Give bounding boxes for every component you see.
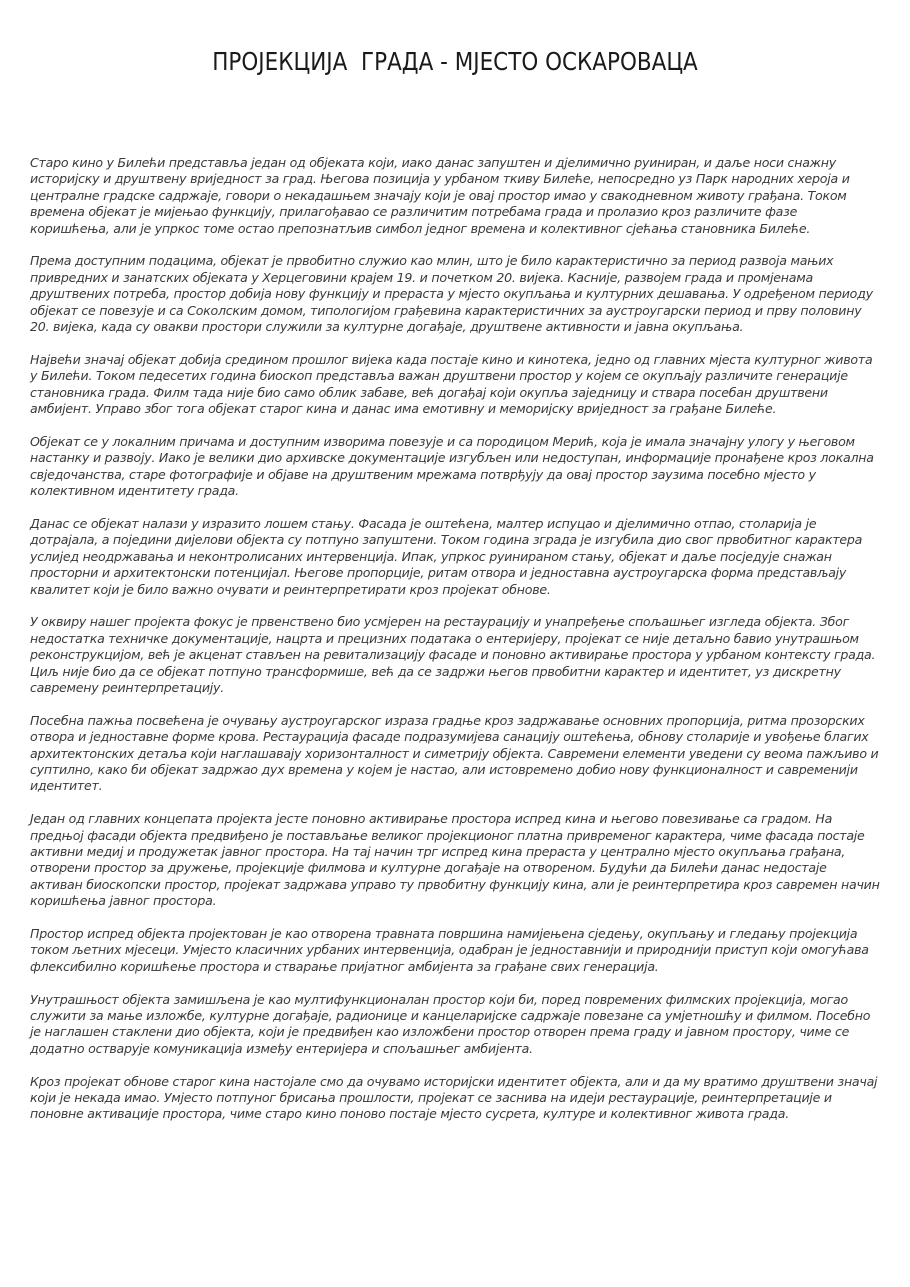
paragraph-11: Кроз пројекат обнове старог кина настојале смо да очувамо историјски идентитет објекта, али и да му вратимо друштвени значај који је некада имао. Умјесто потпуног брисања прошлости, пројекат се заснива на идеји рестаурације, реинтерпретације и поновне активације простора, чиме старо кино поново постаје мјесто сусрета, културе и колективног живота града.: [30, 1073, 878, 1122]
paragraph-5: Данас се објекат налази у изразито лошем стању. Фасада је оштећена, малтер испуцао и дјелимично отпао, столарија је дотрајала, а поједини дијелови објекта су потпуно запуштени. Током година зграда је изгубила дио свог првобитног карактера услијед неодржавања и неконтролисаних интервенција. Ипак, упркос руинираном стању, објекат и даље посједује снажан просторни и архитектонски потенцијал. Његове пропорције, ритам отвора и једноставна аустроугарска форма представљају квалитет који је било важно очувати и реинтерпретирати кроз пројекат обнове.: [30, 515, 863, 597]
paragraph-8: Један од главних концепата пројекта јесте поновно активирање простора испред кина и његово повезивање са градом. На предњој фасади објекта предвиђено је постављање великог пројекционог платна привременог карактера, чиме фасада постаје активни медиј и продужетак јавног простора. На тај начин трг испред кина прераста у централно мјесто окупљања грађана, отворени простор за дружење, пројекције филмова и културне догађаје на отвореном. Будући да Билећи данас недостаје активан биоскопски простор, пројекат задржава управо ту првобитну функцију кина, али је реинтерпретира кроз савремен начин коришћења јавног простора.: [30, 811, 880, 909]
paragraph-6: У оквиру нашег пројекта фокус је првенствено био усмјерен на рестаурацију и унапређење спољашњег изгледа објекта. Због недостатка техничке документације, нацрта и прецизних података о ентеријеру, пројекат се није детаљно бавио унутрашњом реконструкцијом, већ је акценат стављен на ревитализацију фасаде и поновно активирање простора у урбаном контексту града. Циљ није био да се објекат потпуно трансформише, већ да се задржи његов првобитни карактер и идентитет, уз дискретну савремену реинтерпретацију.: [30, 614, 876, 695]
paragraph-2: Према доступним подацима, објекат је првобитно служио као млин, што је било карактеристично за период развоја мањих привредних и занатских објеката у Херцеговини крајем 19. и почетком 20. вијека. Касније, развојем града и промјенама друштвених потреба, простор добија нову функцију и прераста у мјесто окупљања и културних дешавања. У одређеном периоду објекат се повезује и са Соколским домом, типологијом грађевина карактеристичних за аустроугарски период и прву половину 20. вијека, када су овакви простори служили за културне догађаје, друштвене активности и јавна окупљања.: [30, 253, 873, 335]
paragraph-3: Највећи значај објекат добија средином прошлог вијека када постаје кино и кинотека, једно од главних мјеста културног живота у Билећи. Током педесетих година биоскоп представља важан друштвени простор у којем се окупљају различите генерације становника града. Филм тада није био само облик забаве, већ догађај који окупља заједницу и ствара посебан друштвени амбијент. Управо због тога објекат старог кина и данас има емотивну и меморијску вриједност за грађане Билеће.: [30, 351, 873, 417]
paragraph-10: Унутрашњост објекта замишљена је као мултифункционалан простор који би, поред повремених филмских пројекција, могао служити за мање изложбе, културне догађаје, радионице и канцеларијске садржаје повезане са умјетношћу и филмом. Посебно је наглашен стаклени дио објекта, који је предвиђен као изложбени простор отворен према граду и јавном простору, чиме се додатно остварује комуникација између ентеријера и спољашњег амбијента.: [30, 991, 871, 1056]
paragraph-7: Посебна пажња посвећена је очувању аустроугарског израза градње кроз задржавање основних пропорција, ритма прозорских отвора и једноставне форме крова. Рестаурација фасаде подразумијева санацију оштећења, обнову столарије и увођење благих архитектонских детаља који наглашавају хоризонталност и симетрију објекта. Савремени елементи уведени су веома пажљиво и суптилно, како би објекат задржао дух времена у којем је настао, али истовремено добио нову функционалност и савременији идентитет.: [30, 712, 879, 794]
document-body: [30, 155, 880, 1139]
page-title: ПРОЈЕКЦИЈА ГРАДА - МЈЕСТО ОСКАРОВАЦА: [212, 47, 698, 76]
paragraph-4: Објекат се у локалним причама и доступним изворима повезује и са породицом Мерић, која је имала значајну улогу у његовом настанку и развоју. Иако је велики дио архивске документације изгубљен или недоступан, информације пронађене кроз локална свједочанства, старе фотографије и објаве на друштвеним мрежама потврђују да овај простор заузима посебно мјесто у колективном идентитету града.: [30, 433, 874, 499]
paragraph-1: Старо кино у Билећи представља један од објеката који, иако данас запуштен и дјелимично руиниран, и даље носи снажну историјску и друштвену вриједност за град. Његова позиција у урбаном ткиву Билеће, непосредно уз Парк народних хероја и централне градске садржаје, говори о некадашњем значају који је овај простор имао у свакодневном животу грађана. Током времена објекат је мијењао функцију, прилагођавао се различитим потребама града и пролазио кроз различите фазе коришћења, али је упркос томе остао препознатљив симбол једног времена и колективног сјећања становника Билеће.: [30, 155, 850, 236]
paragraph-9: Простор испред објекта пројектован је као отворена травната површина намијењена сједењу, окупљању и гледању пројекција током љетних мјесеци. Умјесто класичних урбаних интервенција, одабран је једноставнији и природнији приступ који омогућава флексибилно коришћење простора и стварање пријатног амбијента за грађане свих генерација.: [30, 925, 869, 974]
